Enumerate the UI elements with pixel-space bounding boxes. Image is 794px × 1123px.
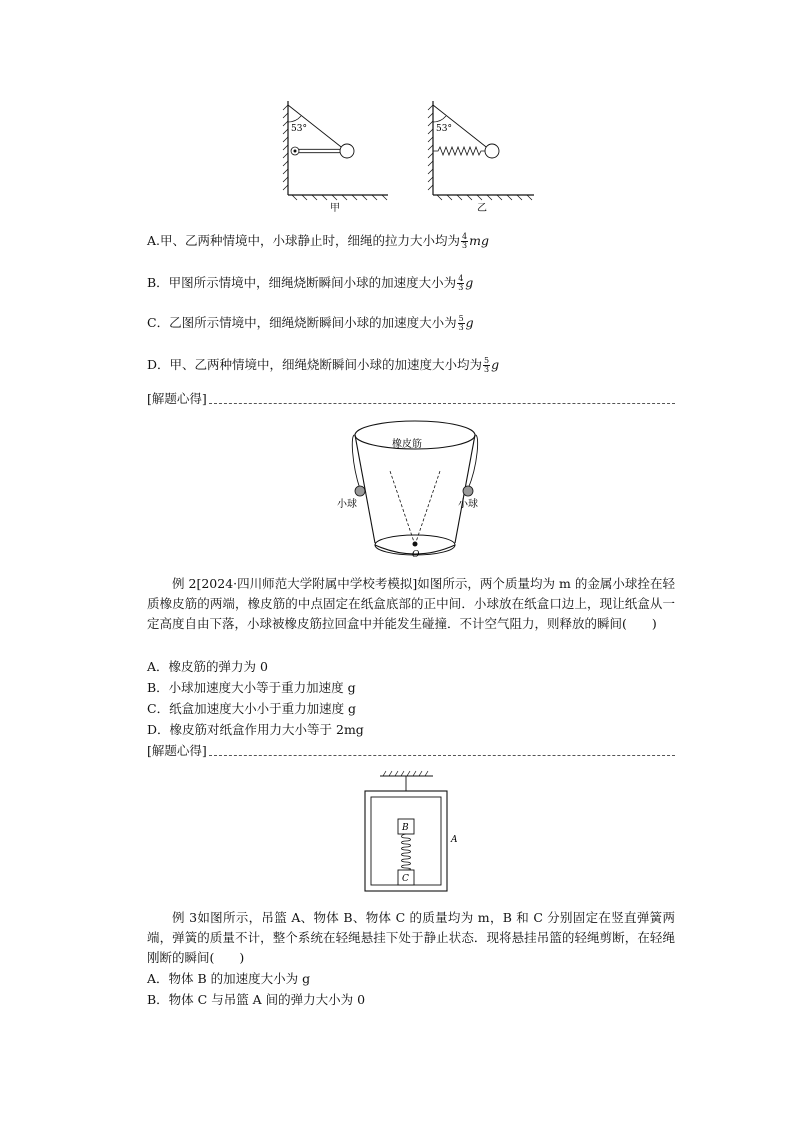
example2-option-c: C．纸盒加速度大小小于重力加速度 g <box>147 701 357 716</box>
angle-label-jia: 53° <box>291 124 307 134</box>
caption-yi: 乙 <box>477 203 487 214</box>
block-c-label: C <box>402 874 409 884</box>
block-b-label: B <box>402 823 409 833</box>
band-label: 橡皮筋 <box>392 439 422 450</box>
center-label: O <box>412 550 420 560</box>
example2-option-a: A．橡皮筋的弹力为 0 <box>147 659 268 674</box>
figure-paper-box <box>330 415 500 567</box>
figure-jia <box>283 101 388 214</box>
option-d: D．甲、乙两种情境中，细绳烧断瞬间小球的加速度大小均为 $\frac{5}{3}$ g <box>147 356 500 374</box>
example2-option-b: B．小球加速度大小等于重力加速度 g <box>147 680 356 695</box>
option-c: C．乙图所示情境中，细绳烧断瞬间小球的加速度大小为 $\frac{5}{3}$ g <box>147 314 474 332</box>
fraction: $\frac{4}{3}$ <box>462 232 468 250</box>
note-dotted-line <box>209 755 675 756</box>
option-b: B．甲图所示情境中，细绳烧断瞬间小球的加速度大小为 $\frac{4}{3}$ g <box>147 274 474 292</box>
figure-yi <box>428 101 534 214</box>
angle-label-yi: 53° <box>436 124 452 134</box>
example3-option-a: A．物体 B 的加速度大小为 g <box>147 971 311 986</box>
ball-right-label: 小球 <box>458 499 478 510</box>
note-label: [解题心得] <box>147 743 207 758</box>
fraction: $\frac{5}{3}$ <box>484 356 490 374</box>
basket-a-label: A <box>451 835 458 845</box>
fraction: $\frac{5}{3}$ <box>458 314 464 332</box>
figure-pendulum-jia-yi <box>270 95 545 220</box>
note-row-1 <box>147 390 675 408</box>
example3-option-b: B．物体 C 与吊篮 A 间的弹力大小为 0 <box>147 992 366 1007</box>
example2-option-d: D．橡皮筋对纸盒作用力大小等于 2mg <box>147 722 364 737</box>
note-dotted-line <box>209 403 675 404</box>
figure-basket-spring <box>355 770 465 898</box>
fraction: $\frac{4}{3}$ <box>458 274 464 292</box>
caption-jia: 甲 <box>330 203 340 214</box>
example3-stem: 例 3如图所示，吊篮 A、物体 B、物体 C 的质量均为 m，B 和 C 分别固定在竖直弹簧两端，弹簧的质量不计，整个系统在轻绳悬挂下处于静止状态．现将悬挂吊篮的轻绳剪断，在轻绳刚断的瞬间( ) <box>147 910 675 965</box>
option-a: A.甲、乙两种情境中，小球静止时，细绳的拉力大小均为 $\frac{4}{3}$ mg <box>147 232 489 250</box>
note-row-2 <box>147 742 675 760</box>
example2-stem: 例 2[2024·四川师范大学附属中学校考模拟]如图所示，两个质量均为 m 的金属小球拴在轻质橡皮筋的两端，橡皮筋的中点固定在纸盒底部的正中间．小球放在纸盒口边上，现让纸盒从一定高度自由下落，小球被橡皮筋拉回盒中并能发生碰撞．不计空气阻力，则释放的瞬间( ) <box>147 576 675 631</box>
ball-left-label: 小球 <box>337 499 357 510</box>
note-label: [解题心得] <box>147 391 207 406</box>
